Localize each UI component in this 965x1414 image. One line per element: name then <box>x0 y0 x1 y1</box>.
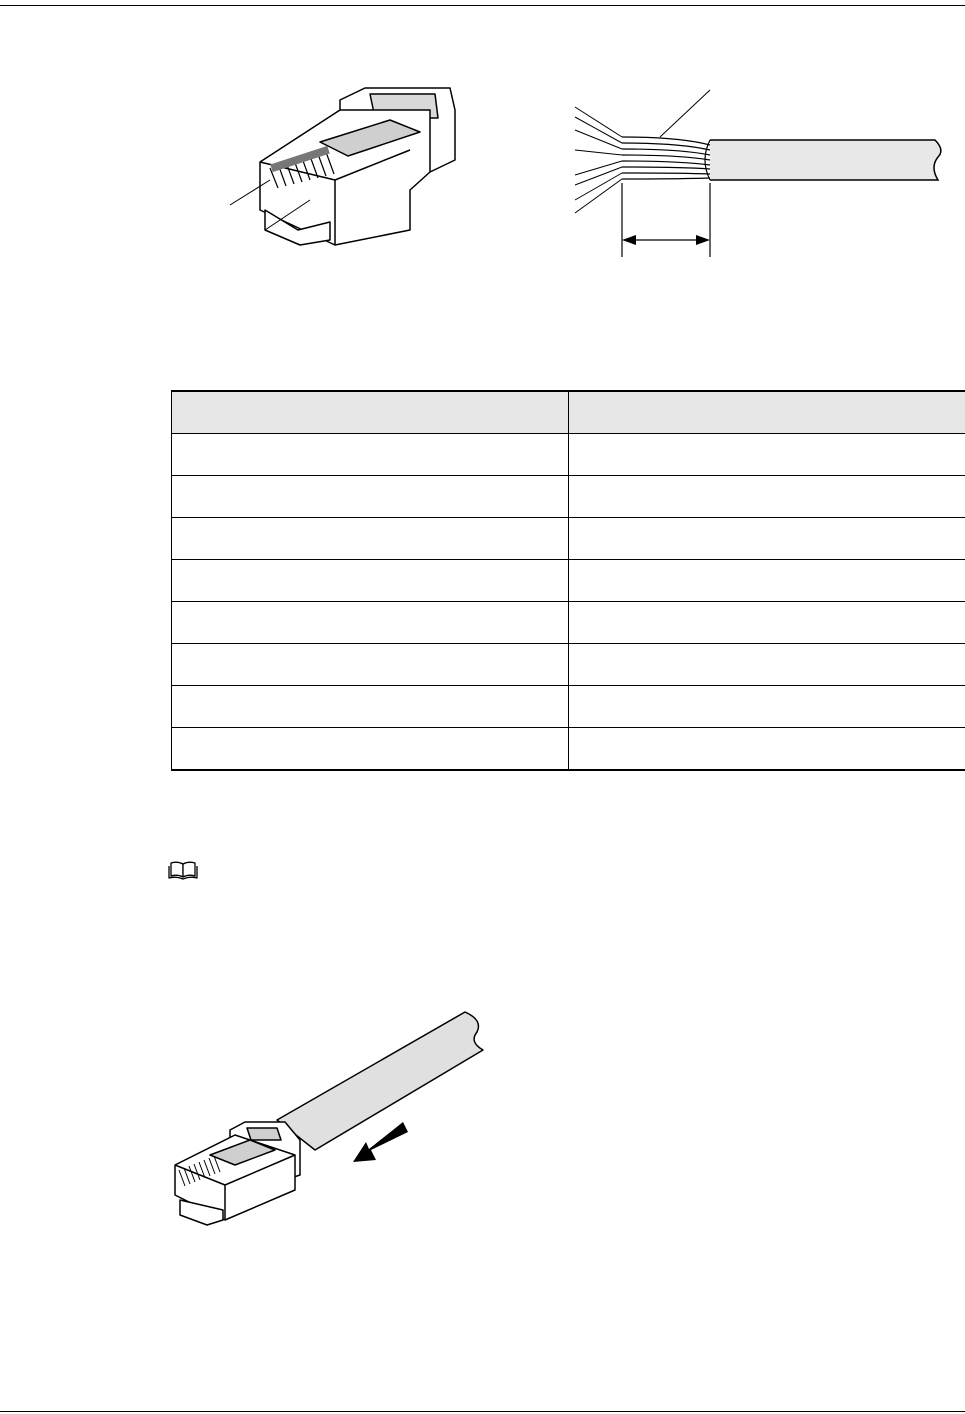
table-row <box>172 686 965 728</box>
table-header-cell <box>569 391 965 434</box>
table-cell <box>172 560 569 602</box>
table-cell <box>569 434 965 476</box>
table-cell <box>172 434 569 476</box>
table-cell <box>569 644 965 686</box>
table-row <box>172 560 965 602</box>
insert-direction-arrow-icon <box>353 1122 408 1162</box>
table-cell <box>172 728 569 771</box>
table-header-row <box>172 391 965 434</box>
table-cell <box>172 476 569 518</box>
header-rule <box>0 5 965 6</box>
table-header-cell <box>172 391 569 434</box>
rj45-connector-figure <box>220 80 470 255</box>
table-cell <box>569 686 965 728</box>
table-cell <box>569 518 965 560</box>
table-row <box>172 602 965 644</box>
stripped-cable-figure <box>570 85 950 260</box>
table-cell <box>172 518 569 560</box>
table-cell <box>172 686 569 728</box>
table-row <box>172 644 965 686</box>
table-row <box>172 728 965 771</box>
table-cell <box>569 602 965 644</box>
table-row <box>172 518 965 560</box>
table-row <box>172 476 965 518</box>
table-cell <box>172 602 569 644</box>
table-cell <box>172 644 569 686</box>
table-cell <box>569 728 965 771</box>
cable-insertion-figure <box>165 1000 495 1230</box>
table-row <box>172 434 965 476</box>
table-cell <box>569 476 965 518</box>
footer-rule <box>0 1411 965 1412</box>
book-note-icon <box>168 860 198 880</box>
pin-assignment-table <box>171 390 965 771</box>
table-cell <box>569 560 965 602</box>
